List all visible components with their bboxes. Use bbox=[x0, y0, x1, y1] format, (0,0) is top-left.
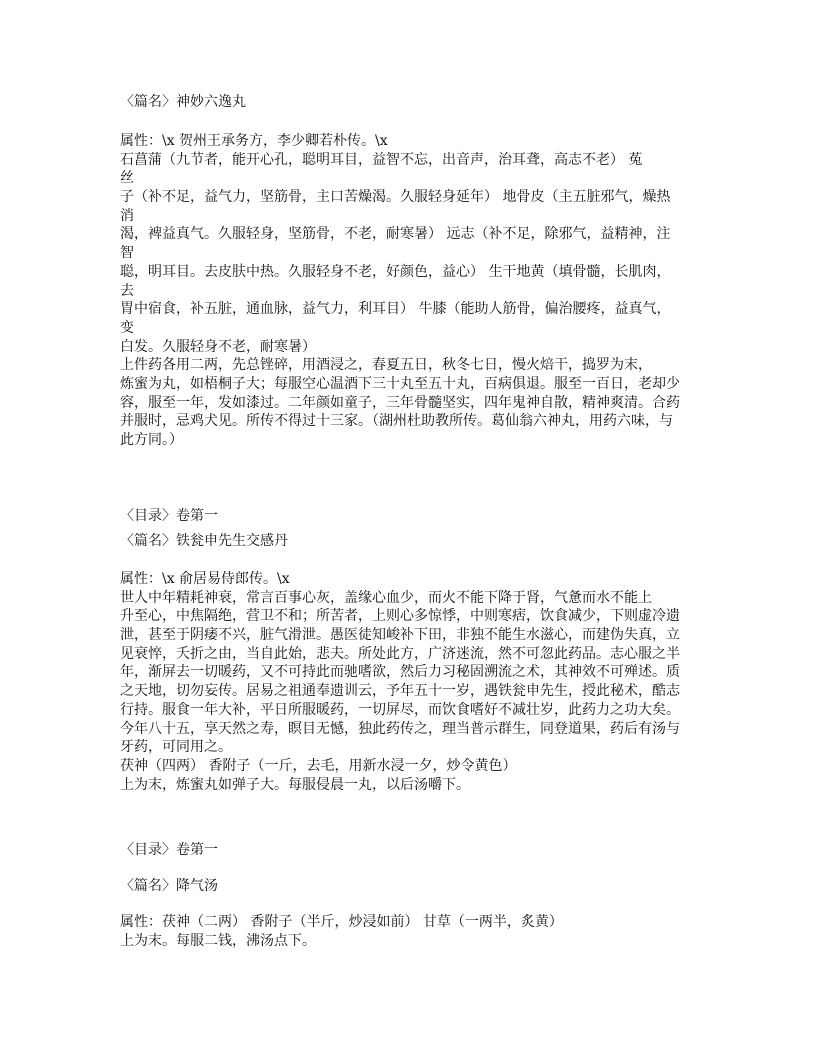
text-line: 泄，甚至于阴痿不兴，脏气滑泄。愚医徒知峻补下田，非独不能生水滋心，而建伪失真，立 bbox=[120, 627, 680, 644]
text-line: 属性：\x 贺州王承务方，李少卿若朴传。\x bbox=[120, 133, 388, 149]
body-shenmiao bbox=[120, 132, 700, 450]
text-line: 此方同。） bbox=[120, 432, 183, 448]
text-line: 升至心，中焦隔绝，营卫不和；所苦者，上则心多惊悸，中则寒痞，饮食减少，下则虚冷遗 bbox=[120, 608, 680, 625]
text-line: 去 bbox=[120, 282, 134, 299]
text-line: 〈篇名〉铁瓮申先生交感丹 bbox=[120, 533, 288, 549]
text-line: 见衰悴，夭折之由，当自此始，悲夫。所处此方，广济迷流，然不可忽此药品。志心服之半 bbox=[120, 645, 680, 662]
text-line: 聪，明耳目。去皮肤中热。久服轻身不老，好颜色，益心） 生干地黄（填骨髓，长肌肉， bbox=[120, 263, 671, 280]
text-line: 属性：茯神（二两） 香附子（半斤，炒浸如前） 甘草（一两半，炙黄） bbox=[120, 914, 563, 930]
text-line: 白发。久服轻身不老，耐寒暑） bbox=[120, 338, 316, 355]
text-line: 变 bbox=[120, 319, 134, 336]
text-line: 丝 bbox=[120, 170, 134, 187]
text-line: 〈目录〉卷第一 bbox=[120, 842, 218, 858]
text-line: 上件药各用二两，先总锉碎，用酒浸之，春夏五日，秋冬七日，慢火焙干，捣罗为末， bbox=[120, 357, 652, 374]
text-line: 石菖蒲（九节者，能开心孔，聪明耳目，益智不忘，出音声，治耳聋，高志不老） 菟 bbox=[120, 151, 643, 168]
catalog-2 bbox=[120, 841, 700, 860]
text-line: 渴，裨益真气。久服轻身，坚筋骨，不老，耐寒暑） 远志（补不足，除邪气，益精神，注 bbox=[120, 226, 671, 243]
title-shenmiao bbox=[120, 93, 700, 112]
text-line: 世人中年精耗神衰，常言百事心灰，盖缘心血少，而火不能下降于肾，气惫而水不能上 bbox=[120, 589, 652, 606]
text-line: 子（补不足，益气力，坚筋骨，主口苦燥渴。久服轻身延年） 地骨皮（主五脏邪气，燥热 bbox=[120, 189, 671, 206]
text-line: 上为末，炼蜜丸如弹子大。每服侵晨一丸，以后汤嚼下。 bbox=[120, 776, 470, 793]
text-line: 智 bbox=[120, 245, 134, 262]
text-line: 之天地，切勿妄传。居易之祖通奉遗训云，予年五十一岁，遇铁瓮申先生，授此秘术，酷志 bbox=[120, 683, 680, 700]
text-line: 炼蜜为丸，如梧桐子大；每服空心温酒下三十丸至五十丸，百病俱退。服至一百日，老却少 bbox=[120, 375, 680, 392]
text-line: 行持。服食一年大补，平日所服暖药，一切屏尽，而饮食嗜好不减壮岁，此药力之功大矣。 bbox=[120, 701, 680, 718]
text-line: 〈篇名〉神妙六逸丸 bbox=[120, 94, 246, 110]
body-jiaogan bbox=[120, 570, 700, 794]
text-line: 〈篇名〉降气汤 bbox=[120, 878, 218, 894]
title-jiangqi bbox=[120, 877, 700, 896]
text-line: 〈目录〉卷第一 bbox=[120, 508, 218, 524]
text-line: 茯神（四两） 香附子（一斤，去毛，用新水浸一夕，炒令黄色） bbox=[120, 757, 517, 774]
text-line: 胃中宿食，补五脏，通血脉，益气力，利耳目） 牛膝（能助人筋骨，偏治腰疼，益真气， bbox=[120, 301, 671, 318]
text-line: 属性：\x 俞居易侍郎传。\x bbox=[120, 571, 290, 587]
body-jiangqi bbox=[120, 913, 700, 950]
text-line: 上为末。每服二钱，沸汤点下。 bbox=[120, 932, 316, 949]
text-line: 牙药，可同用之。 bbox=[120, 739, 232, 756]
text-line: 并服时，忌鸡犬见。所传不得过十三家。（湖州杜助教所传。葛仙翁六神丸，用药六味，与 bbox=[120, 413, 673, 430]
text-line: 容，服至一年，发如漆过。二年颜如童子，三年骨髓坚实，四年鬼神自散，精神爽清。合药 bbox=[120, 394, 680, 411]
title-jiaogan bbox=[120, 532, 700, 551]
text-line: 年，渐屏去一切暖药，又不可持此而驰嗜欲，然后力习秘固溯流之术，其神效不可殚述。质 bbox=[120, 664, 680, 681]
text-line: 今年八十五，享天然之寿，瞑目无憾，独此药传之，理当普示群生，同登道果，药后有汤与 bbox=[120, 720, 680, 737]
text-line: 消 bbox=[120, 207, 134, 224]
catalog-1 bbox=[120, 507, 700, 526]
